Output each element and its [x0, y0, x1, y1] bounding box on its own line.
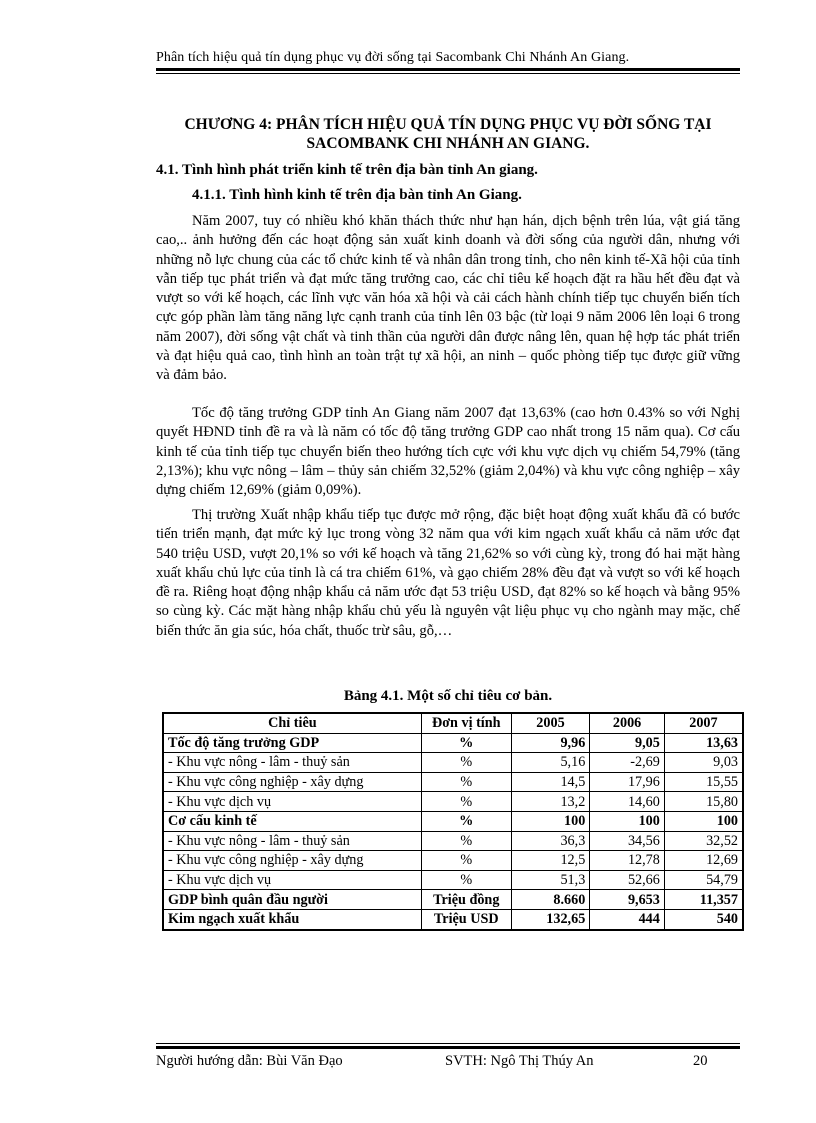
header-rule-thick: [156, 68, 740, 71]
row-unit: Triệu USD: [421, 909, 511, 929]
value-2006: 34,56: [590, 831, 665, 851]
chapter-title-line2: SACOMBANK CHI NHÁNH AN GIANG.: [306, 135, 590, 152]
value-2007: 13,63: [664, 733, 743, 753]
row-label: Tốc độ tăng trưởng GDP: [163, 733, 421, 753]
value-2006: 9,653: [590, 890, 665, 910]
row-label: - Khu vực nông - lâm - thuỷ sản: [163, 753, 421, 773]
value-2005: 9,96: [511, 733, 590, 753]
chapter-title: [156, 115, 740, 153]
table-row: [163, 831, 743, 851]
chapter-title-line1: CHƯƠNG 4: PHÂN TÍCH HIỆU QUẢ TÍN DỤNG PHỤC VỤ ĐỜI SỐNG TẠI: [184, 116, 712, 133]
value-2006: 12,78: [590, 851, 665, 871]
indicators-table: [162, 712, 744, 931]
row-unit: Triệu đồng: [421, 890, 511, 910]
row-unit: %: [421, 851, 511, 871]
table-row: [163, 772, 743, 792]
subsection-heading: 4.1.1. Tình hình kinh tế trên địa bàn tỉnh An Giang.: [192, 187, 522, 203]
row-unit: %: [421, 870, 511, 890]
footer-student: SVTH: Ngô Thị Thúy An: [445, 1053, 594, 1069]
running-header: Phân tích hiệu quả tín dụng phục vụ đời sống tại Sacombank Chi Nhánh An Giang.: [156, 50, 630, 65]
value-2006: 444: [590, 909, 665, 929]
row-unit: %: [421, 792, 511, 812]
value-2005: 5,16: [511, 753, 590, 773]
value-2007: 32,52: [664, 831, 743, 851]
paragraph: Thị trường Xuất nhập khẩu tiếp tục được mở rộng, đặc biệt hoạt động xuất khẩu đã có bước tiến triển mạnh, đạt mức kỷ lục trong vòng 32 năm qua với kim ngạch xuất khẩu cả năm ước đạt 540 triệu USD, vượt 20,1% so với kế hoạch và tăng 21,62% so với cùng kỳ, trong đó hai mặt hàng xuất khẩu chủ lực của tỉnh là cá tra chiếm 61%, và gạo chiếm 28% đều đạt và vượt so với kế hoạch đề ra. Riêng hoạt động nhập khẩu cả năm ước đạt 53 triệu USD, đạt 82% so kế hoạch và bằng 95% so cùng kỳ. Các mặt hàng nhập khẩu chủ yếu là nguyên vật liệu phục vụ cho ngành may mặc, chế biến thức ăn gia súc, hóa chất, thuốc trừ sâu, gỗ,…: [156, 507, 740, 639]
value-2007: 11,357: [664, 890, 743, 910]
value-2005: 51,3: [511, 870, 590, 890]
value-2007: 540: [664, 909, 743, 929]
value-2007: 54,79: [664, 870, 743, 890]
row-label: - Khu vực công nghiệp - xây dựng: [163, 772, 421, 792]
value-2005: 36,3: [511, 831, 590, 851]
footer-advisor: Người hướng dẫn: Bùi Văn Đạo: [156, 1053, 343, 1069]
row-unit: %: [421, 772, 511, 792]
row-label: Cơ cấu kinh tế: [163, 811, 421, 831]
value-2007: 100: [664, 811, 743, 831]
row-label: - Khu vực dịch vụ: [163, 792, 421, 812]
section-heading: 4.1. Tình hình phát triển kinh tế trên địa bàn tỉnh An giang.: [156, 162, 538, 178]
row-label: - Khu vực công nghiệp - xây dựng: [163, 851, 421, 871]
row-label: - Khu vực nông - lâm - thuỷ sản: [163, 831, 421, 851]
value-2005: 8.660: [511, 890, 590, 910]
table-row: [163, 909, 743, 929]
value-2007: 12,69: [664, 851, 743, 871]
table-row: [163, 753, 743, 773]
header-rule-thin: [156, 73, 740, 74]
value-2006: 9,05: [590, 733, 665, 753]
footer-rule-thick: [156, 1046, 740, 1049]
table-row: [163, 870, 743, 890]
table-header-row: [163, 713, 743, 733]
table-caption: Bảng 4.1. Một số chỉ tiêu cơ bản.: [343, 688, 553, 704]
row-unit: %: [421, 753, 511, 773]
row-label: Kim ngạch xuất khẩu: [163, 909, 421, 929]
footer-rule-thin: [156, 1043, 740, 1044]
value-2007: 15,55: [664, 772, 743, 792]
row-label: GDP bình quân đầu người: [163, 890, 421, 910]
value-2006: 17,96: [590, 772, 665, 792]
value-2006: -2,69: [590, 753, 665, 773]
row-unit: %: [421, 831, 511, 851]
value-2006: 14,60: [590, 792, 665, 812]
table-row: [163, 890, 743, 910]
column-header: 2006: [590, 713, 665, 733]
page-number: 20: [693, 1053, 708, 1069]
paragraph: Tốc độ tăng trưởng GDP tỉnh An Giang năm 2007 đạt 13,63% (cao hơn 0.43% so với Nghị quyết HĐND tỉnh đề ra và là năm có tốc độ tăng trưởng GDP cao nhất trong 15 năm qua). Cơ cấu kinh tế của tỉnh tiếp tục chuyển biến theo hướng tích cực với khu vực dịch vụ chiếm 54,79% (tăng 2,13%); khu vực nông – lâm – thủy sản chiếm 32,52% (giảm 2,04%) và khu vực công nghiệp – xây dựng chiếm 12,69% (giảm 0,09%).: [156, 405, 740, 499]
column-header: 2005: [511, 713, 590, 733]
column-header: 2007: [664, 713, 743, 733]
table-row: [163, 851, 743, 871]
row-unit: %: [421, 811, 511, 831]
row-unit: %: [421, 733, 511, 753]
value-2005: 14,5: [511, 772, 590, 792]
table-row: [163, 733, 743, 753]
value-2006: 52,66: [590, 870, 665, 890]
column-header: Chỉ tiêu: [163, 713, 421, 733]
paragraph: Năm 2007, tuy có nhiều khó khăn thách thức như hạn hán, dịch bệnh trên lúa, vật giá tăng cao,.. ảnh hưởng đến các hoạt động sản xuất kinh doanh và đời sống của người dân, nhưng với những nỗ lực chung của các tổ chức kinh tế và nhân dân trong tỉnh, cho nên kinh tế-Xã hội của tỉnh vẫn tiếp tục phát triển và đạt mức tăng trưởng cao, các chỉ tiêu kế hoạch đặt ra hầu hết đều đạt và vượt so với kế hoạch, các lĩnh vực văn hóa xã hội và cải cách hành chính tiếp tục chuyển biến tích cực góp phần làm tăng năng lực cạnh tranh của tỉnh lên 03 bậc (từ loại 9 năm 2006 lên loại 6 trong năm 2007), đời sống vật chất và tinh thần của người dân được nâng lên, quan hệ hợp tác phát triển và đạt hiệu quả cao, tình hình an toàn trật tự xã hội, an ninh – quốc phòng tiếp tục được giữ vững và đảm bảo.: [156, 213, 740, 384]
value-2007: 15,80: [664, 792, 743, 812]
column-header: Đơn vị tính: [421, 713, 511, 733]
table-row: [163, 811, 743, 831]
value-2006: 100: [590, 811, 665, 831]
value-2005: 12,5: [511, 851, 590, 871]
value-2005: 132,65: [511, 909, 590, 929]
row-label: - Khu vực dịch vụ: [163, 870, 421, 890]
value-2007: 9,03: [664, 753, 743, 773]
value-2005: 13,2: [511, 792, 590, 812]
table-row: [163, 792, 743, 812]
value-2005: 100: [511, 811, 590, 831]
